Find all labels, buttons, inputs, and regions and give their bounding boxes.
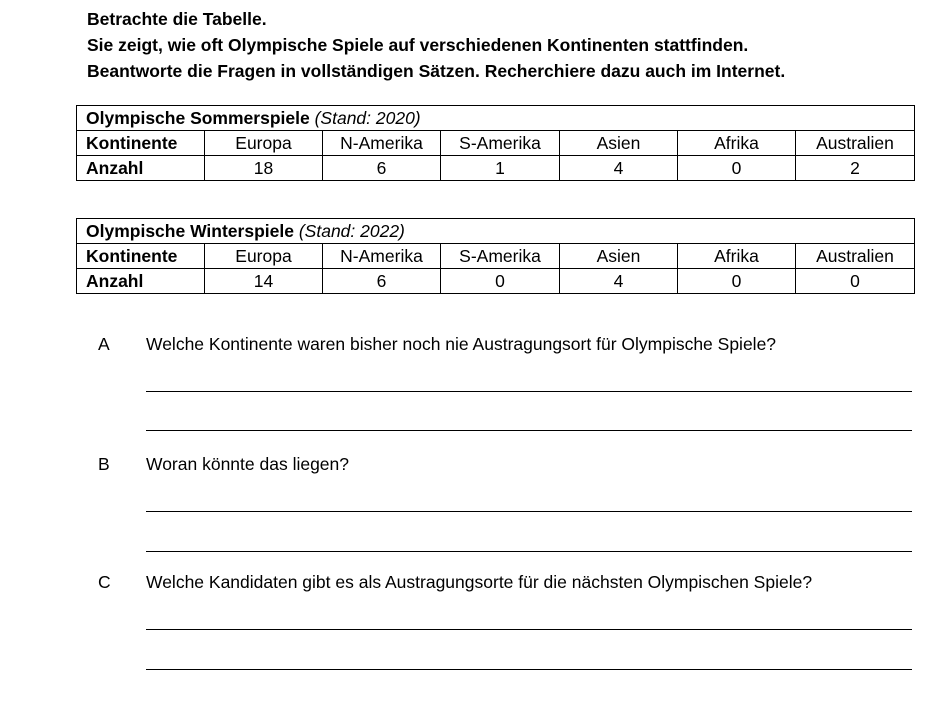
question-letter: B bbox=[98, 454, 110, 474]
table-cell: S-Amerika bbox=[441, 131, 560, 156]
table-stand: (Stand: 2020) bbox=[314, 108, 421, 128]
table-row-counts bbox=[77, 269, 915, 294]
answer-line-b1[interactable] bbox=[146, 511, 912, 512]
table-cell: 0 bbox=[678, 269, 796, 294]
answer-line-c2[interactable] bbox=[146, 669, 912, 670]
table-cell: S-Amerika bbox=[441, 244, 560, 269]
table-stand: (Stand: 2022) bbox=[298, 221, 405, 241]
table-caption bbox=[77, 219, 915, 244]
summer-games-table bbox=[76, 105, 915, 181]
table-cell: 1 bbox=[441, 156, 560, 181]
instruction-line-1: Betrachte die Tabelle. bbox=[87, 9, 267, 29]
table-cell: Australien bbox=[796, 244, 915, 269]
table-cell: Australien bbox=[796, 131, 915, 156]
table-cell: 0 bbox=[441, 269, 560, 294]
table-cell: 14 bbox=[205, 269, 323, 294]
table-cell: Asien bbox=[560, 244, 678, 269]
table-row-continents bbox=[77, 131, 915, 156]
table-cell: Afrika bbox=[678, 131, 796, 156]
question-letter: C bbox=[98, 572, 111, 592]
table-cell: 2 bbox=[796, 156, 915, 181]
table-cell: 0 bbox=[678, 156, 796, 181]
answer-line-b2[interactable] bbox=[146, 551, 912, 552]
table-cell: 6 bbox=[323, 156, 441, 181]
table-cell: N-Amerika bbox=[323, 244, 441, 269]
instructions bbox=[87, 6, 785, 84]
instruction-line-3: Beantworte die Fragen in vollständigen Sätzen. Recherchiere dazu auch im Internet. bbox=[87, 61, 786, 81]
table-title: Olympische Winterspiele bbox=[86, 221, 294, 241]
answer-line-a2[interactable] bbox=[146, 430, 912, 431]
row-header: Anzahl bbox=[77, 269, 205, 294]
table-row-counts bbox=[77, 156, 915, 181]
table-caption bbox=[77, 106, 915, 131]
table-cell: 6 bbox=[323, 269, 441, 294]
question-text: Woran könnte das liegen? bbox=[146, 454, 350, 474]
table-cell: Afrika bbox=[678, 244, 796, 269]
row-header: Anzahl bbox=[77, 156, 205, 181]
question-text: Welche Kontinente waren bisher noch nie Austragungsort für Olympische Spiele? bbox=[146, 334, 777, 354]
table-cell: Asien bbox=[560, 131, 678, 156]
table-row-continents bbox=[77, 244, 915, 269]
answer-line-c1[interactable] bbox=[146, 629, 912, 630]
table-cell: 4 bbox=[560, 269, 678, 294]
table-cell: 4 bbox=[560, 156, 678, 181]
question-text: Welche Kandidaten gibt es als Austragungsorte für die nächsten Olympischen Spiele? bbox=[146, 572, 813, 592]
question-letter: A bbox=[98, 334, 110, 354]
row-header: Kontinente bbox=[77, 244, 205, 269]
table-cell: N-Amerika bbox=[323, 131, 441, 156]
answer-line-a1[interactable] bbox=[146, 391, 912, 392]
table-cell: Europa bbox=[205, 131, 323, 156]
row-header: Kontinente bbox=[77, 131, 205, 156]
table-cell: 18 bbox=[205, 156, 323, 181]
table-cell: 0 bbox=[796, 269, 915, 294]
winter-games-table bbox=[76, 218, 915, 294]
table-cell: Europa bbox=[205, 244, 323, 269]
table-title: Olympische Sommerspiele bbox=[86, 108, 310, 128]
instruction-line-2: Sie zeigt, wie oft Olympische Spiele auf verschiedenen Kontinenten stattfinden. bbox=[87, 35, 749, 55]
